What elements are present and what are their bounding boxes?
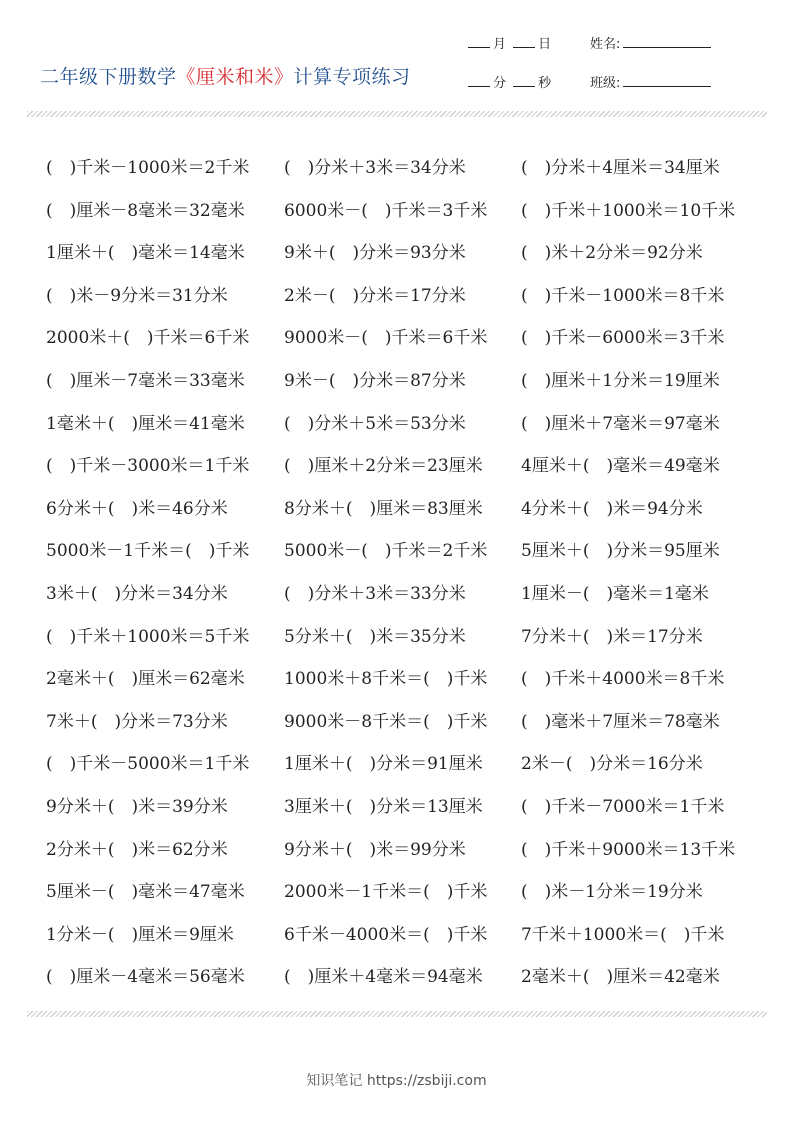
exercise-item: 4厘米＋( )毫米＝49毫米 (521, 456, 720, 477)
exercise-item: 7米＋( )分米＝73分米 (46, 711, 228, 732)
exercise-item: ( )厘米－8毫米＝32毫米 (46, 200, 245, 221)
exercise-item: 2000米－1千米＝( )千米 (284, 882, 488, 903)
exercise-item: ( )千米＋4000米＝8千米 (521, 669, 725, 690)
bottom-divider (27, 1011, 767, 1017)
exercise-row (0, 315, 793, 358)
exercise-item: 5厘米－( )毫米＝47毫米 (46, 882, 245, 903)
exercise-row (0, 571, 793, 614)
exercise-item: 1厘米＋( )分米＝91厘米 (284, 754, 483, 775)
exercise-item: 2毫米＋( )厘米＝62毫米 (46, 669, 245, 690)
exercise-item: 1分米－( )厘米＝9厘米 (46, 924, 234, 945)
exercise-item: 5000米－1千米＝( )千米 (46, 541, 250, 562)
title-suffix: 计算专项练习 (293, 66, 411, 88)
exercise-item: ( )千米－1000米＝2千米 (46, 158, 250, 178)
exercise-row (0, 528, 793, 571)
exercise-item: 5厘米＋( )分米＝95厘米 (521, 541, 720, 562)
exercise-item: ( )厘米＋1分米＝19厘米 (521, 370, 720, 391)
exercise-item: 1厘米＋( )毫米＝14毫米 (46, 243, 245, 264)
exercise-item: ( )米＋2分米＝92分米 (521, 243, 703, 264)
exercise-item: 4分米＋( )米＝94分米 (521, 498, 703, 519)
exercise-item: 1毫米＋( )厘米＝41毫米 (46, 413, 245, 434)
exercise-item: ( )千米－7000米＝1千米 (521, 796, 725, 817)
exercise-item: 1厘米－( )毫米＝1毫米 (521, 583, 709, 604)
second-blank[interactable] (513, 74, 535, 87)
exercise-item: 9米－( )分米＝87分米 (284, 370, 466, 391)
exercise-item: 7分米＋( )米＝17分米 (521, 626, 703, 647)
exercise-item: ( )毫米＋7厘米＝78毫米 (521, 711, 720, 732)
exercise-item: ( )千米＋1000米＝10千米 (521, 200, 736, 221)
minute-blank[interactable] (468, 74, 490, 87)
class-blank[interactable] (623, 74, 711, 87)
exercise-item: 8分米＋( )厘米＝83厘米 (284, 498, 483, 519)
exercise-row (0, 273, 793, 316)
exercise-item: ( )米－1分米＝19分米 (521, 882, 703, 903)
exercise-item: 6分米＋( )米＝46分米 (46, 498, 228, 519)
name-field (590, 33, 714, 52)
class-field (590, 72, 714, 91)
class-label: 班级: (590, 76, 621, 91)
exercise-item: ( )千米－3000米＝1千米 (46, 456, 250, 477)
exercise-row (0, 699, 793, 742)
exercise-item: 9000米－( )千米＝6千米 (284, 328, 488, 349)
exercise-item: ( )厘米＋4毫米＝94毫米 (284, 967, 483, 988)
exercise-row (0, 869, 793, 912)
exercise-item: 6千米－4000米＝( )千米 (284, 924, 488, 945)
day-label: 日 (538, 37, 552, 52)
exercise-item: ( )分米＋3米＝34分米 (284, 158, 466, 178)
exercise-row (0, 741, 793, 784)
exercise-row (0, 145, 793, 188)
exercise-item: ( )分米＋5米＝53分米 (284, 413, 466, 434)
exercise-row (0, 656, 793, 699)
exercise-item: ( )千米－1000米＝8千米 (521, 285, 725, 306)
day-blank[interactable] (513, 35, 535, 48)
exercise-item: 3厘米＋( )分米＝13厘米 (284, 796, 483, 817)
month-blank[interactable] (468, 35, 490, 48)
exercise-item: 6000米－( )千米＝3千米 (284, 200, 488, 221)
name-blank[interactable] (623, 35, 711, 48)
exercise-item: ( )千米－5000米＝1千米 (46, 754, 250, 775)
exercise-item: 2米－( )分米＝16分米 (521, 754, 703, 775)
exercise-row (0, 443, 793, 486)
exercise-row (0, 486, 793, 529)
date-fields (465, 33, 551, 52)
exercise-item: ( )厘米＋7毫米＝97毫米 (521, 413, 720, 434)
exercise-row (0, 784, 793, 827)
title-topic: 《厘米和米》 (176, 66, 294, 88)
exercise-item: ( )分米＋3米＝33分米 (284, 583, 466, 604)
time-fields (465, 72, 551, 91)
exercise-row (0, 401, 793, 444)
title-grade: 二年级下册数学 (40, 66, 177, 88)
page-title (40, 62, 411, 89)
exercise-row (0, 912, 793, 955)
exercise-row (0, 230, 793, 273)
exercise-item: 2毫米＋( )厘米＝42毫米 (521, 967, 720, 988)
exercise-grid (0, 145, 793, 997)
exercise-row (0, 188, 793, 231)
name-label: 姓名: (590, 37, 621, 52)
exercise-row (0, 614, 793, 657)
exercise-item: ( )厘米－4毫米＝56毫米 (46, 967, 245, 988)
top-divider (27, 111, 767, 117)
second-label: 秒 (538, 76, 552, 91)
exercise-row (0, 954, 793, 997)
exercise-item: 7千米＋1000米＝( )千米 (521, 924, 725, 945)
exercise-item: 1000米＋8千米＝( )千米 (284, 669, 488, 690)
exercise-item: ( )米－9分米＝31分米 (46, 285, 228, 306)
exercise-item: ( )厘米－7毫米＝33毫米 (46, 370, 245, 391)
exercise-item: 5000米－( )千米＝2千米 (284, 541, 488, 562)
exercise-item: ( )千米＋9000米＝13千米 (521, 839, 736, 860)
exercise-item: 9分米＋( )米＝99分米 (284, 839, 466, 860)
exercise-item: 9分米＋( )米＝39分米 (46, 796, 228, 817)
exercise-item: 5分米＋( )米＝35分米 (284, 626, 466, 647)
exercise-row (0, 827, 793, 870)
exercise-item: 9米＋( )分米＝93分米 (284, 243, 466, 264)
exercise-item: 9000米－8千米＝( )千米 (284, 711, 488, 732)
minute-label: 分 (493, 76, 507, 91)
exercise-item: 2米－( )分米＝17分米 (284, 285, 466, 306)
exercise-item: 2分米＋( )米＝62分米 (46, 839, 228, 860)
month-label: 月 (493, 37, 507, 52)
exercise-item: ( )分米＋4厘米＝34厘米 (521, 158, 720, 178)
exercise-row (0, 358, 793, 401)
footer-source: 知识笔记 https://zsbiji.com (306, 1073, 487, 1089)
exercise-item: ( )厘米＋2分米＝23厘米 (284, 456, 483, 477)
exercise-item: 3米＋( )分米＝34分米 (46, 583, 228, 604)
exercise-item: 2000米＋( )千米＝6千米 (46, 328, 250, 349)
exercise-item: ( )千米－6000米＝3千米 (521, 328, 725, 349)
exercise-item: ( )千米＋1000米＝5千米 (46, 626, 250, 647)
